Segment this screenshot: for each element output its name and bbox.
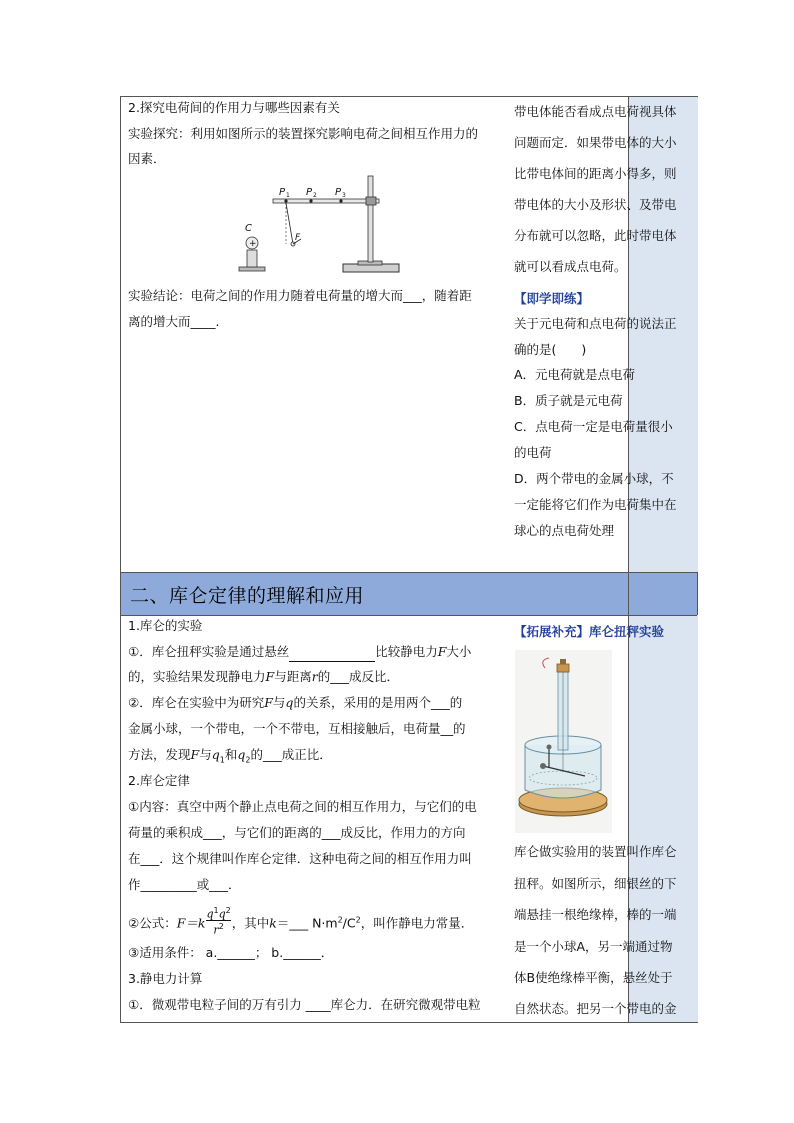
formula-fraction: $\frac{q^1q^2}{r^2}$ [206, 906, 231, 937]
practice-title: 【即学即练】 [514, 291, 590, 306]
coulomb-law-heading: 2.库仑定律 [128, 773, 190, 788]
extension-line: 库仑做实验用的装置叫作库仑 [514, 844, 677, 859]
coulomb-experiment-heading: 1.库仑的实验 [128, 618, 203, 633]
extension-line: 扭秤。如图所示，细银丝的下 [514, 876, 677, 891]
part2-line5: 方法，发现F与$q_1$和$q_2$的___成正比． [128, 747, 332, 765]
section-title: 二、库仑定律的理解和应用 [130, 585, 365, 607]
explore-line1: 实验探究：利用如图所示的装置探究影响电荷之间相互作用力的 [128, 126, 479, 141]
part2-line1: ①．库仑扭秤实验是通过悬丝 比较静电力F大小 [128, 642, 471, 662]
option-b: B．质子就是元电荷 [514, 393, 623, 408]
option-c-cont: 的电荷 [514, 445, 552, 460]
sidebar1-line: 就可以看成点电荷。 [514, 259, 627, 274]
row-divider-bottom [121, 615, 697, 616]
figure-label-p1: P [279, 187, 286, 198]
conclusion-line2: 离的增大而____. [128, 314, 220, 329]
option-d-cont: 球心的点电荷处理 [514, 523, 615, 538]
law-content-line3: 在___．这个规律叫作库仑定律．这种电荷之间的相互作用力叫 [128, 851, 472, 866]
question-line: 确的是( ) [514, 342, 587, 357]
figure-sub-2: 2 [313, 192, 317, 199]
applicable-conditions: ③适用条件： a.______； b.______． [128, 945, 334, 960]
part2-line4: 金属小球，一个带电，一个不带电，互相接触后，电荷量__的 [128, 721, 466, 736]
question-line: 关于元电荷和点电荷的说法正 [514, 316, 677, 331]
sidebar1-line: 比带电体间的距离小得多，则 [514, 166, 677, 181]
option-a: A．元电荷就是点电荷 [514, 367, 636, 382]
row-divider-top [121, 572, 697, 573]
sidebar1-line: 带电体的大小及形状、及带电 [514, 197, 677, 212]
figure-label-f: F [295, 233, 301, 243]
figure-label-p3: P [335, 187, 342, 198]
law-content-line4: 作_________或___． [128, 877, 241, 892]
extension-line: 自然状态。把另一个带电的金 [514, 1001, 677, 1016]
figure-label-c: C [245, 223, 252, 234]
torsion-balance-image [515, 650, 612, 833]
force-calc-heading: 3.静电力计算 [128, 971, 203, 986]
part1-heading: 2.探究电荷间的作用力与哪些因素有关 [128, 100, 340, 115]
figure-sub-1: 1 [286, 192, 290, 199]
figure-plus-sign: + [249, 239, 257, 249]
law-content-line1: ①内容：真空中两个静止点电荷之间的相互作用力，与它们的电 [128, 799, 477, 814]
section-header-band [121, 572, 697, 615]
conclusion-line1: 实验结论：电荷之间的作用力随着电荷量的增大而___，随着距 [128, 288, 472, 303]
coulomb-apparatus-figure [225, 172, 405, 276]
option-c: C．点电荷一定是电荷量很小 [514, 419, 673, 434]
extension-line: 端悬挂一根绝缘棒，棒的一端 [514, 907, 677, 922]
force-calc-line1: ①．微观带电粒子间的万有引力 ____库仑力．在研究微观带电粒 [128, 997, 481, 1012]
option-d-cont: 一定能将它们作为电荷集中在 [514, 497, 677, 512]
sidebar-panel-2 [629, 615, 698, 1022]
part2-line3: ②．库仑在实验中为研究F与q的关系，采用的是用两个___的 [128, 695, 463, 710]
figure-sub-3: 3 [342, 192, 346, 199]
part2-line2: 的，实验结果发现静电力F与距离r的___成反比． [128, 669, 399, 684]
formula-line: ②公式：F＝k $\frac{q^1q^2}{r^2}$ ，其中k＝___ $N\cdot m^2/C^2$，叫作静电力常量． [128, 906, 474, 937]
explore-line2: 因素． [128, 151, 166, 166]
figure-label-p2: P [306, 187, 313, 198]
blank-line [289, 647, 375, 662]
sidebar1-line: 分布就可以忽略，此时带电体 [514, 228, 677, 243]
extension-line: 是一个小球A，另一端通过物 [514, 939, 673, 954]
sidebar1-line: 带电体能否看成点电荷视具体 [514, 104, 677, 119]
extension-title: 【拓展补充】库仑扭秤实验 [514, 624, 665, 639]
extension-line: 体B使绝缘棒平衡，悬丝处于 [514, 970, 673, 985]
option-d: D．两个带电的金属小球，不 [514, 471, 674, 486]
sidebar1-line: 问题而定．如果带电体的大小 [514, 135, 677, 150]
law-content-line2: 荷量的乘积成___，与它们的距离的___成反比，作用力的方向 [128, 825, 466, 840]
